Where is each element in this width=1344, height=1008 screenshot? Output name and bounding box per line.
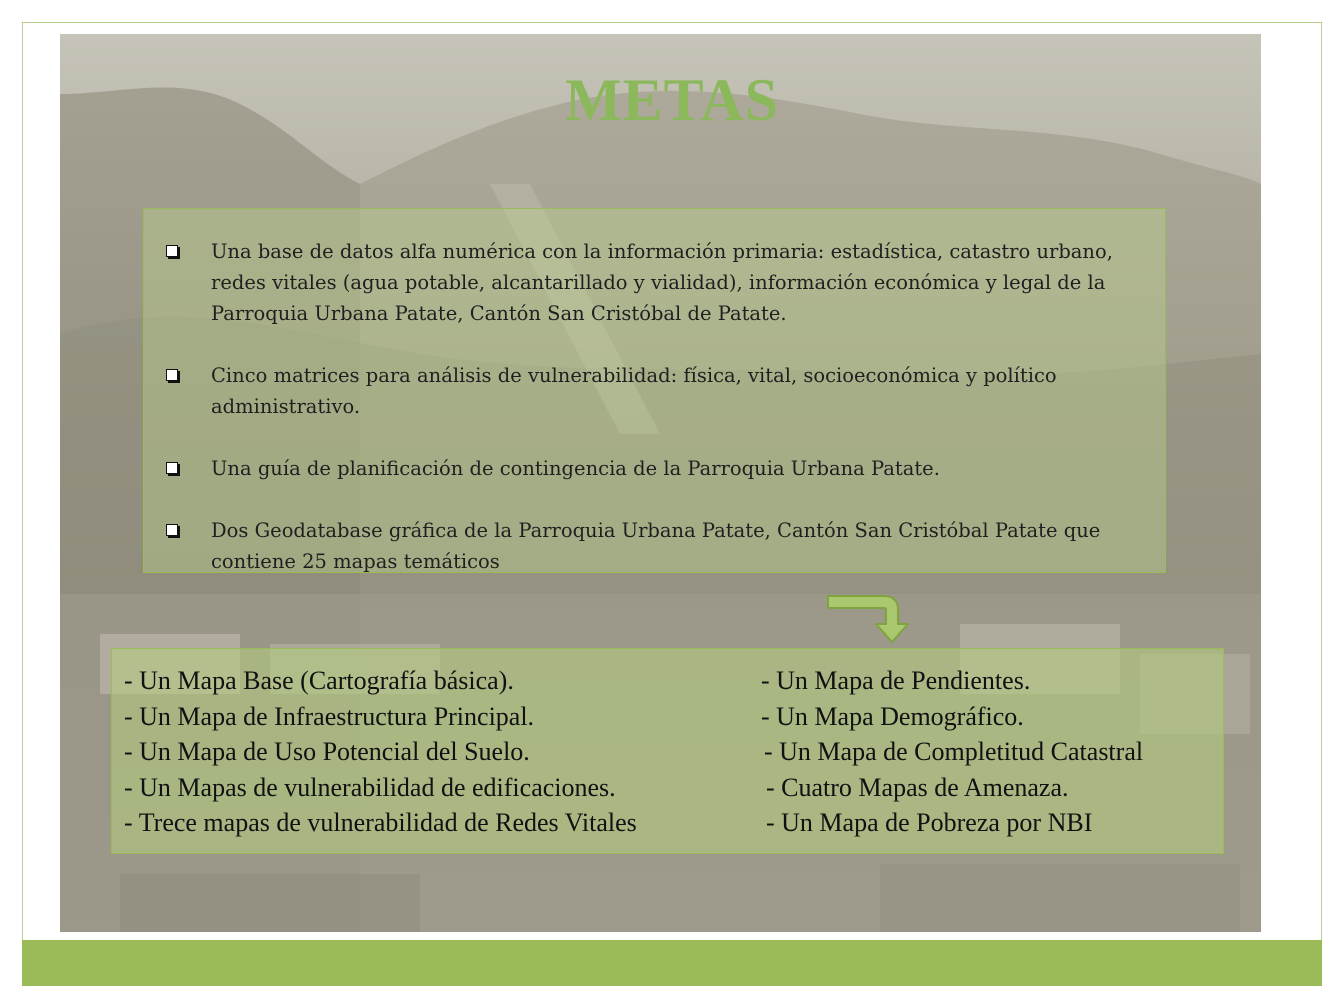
map-item-left: - Un Mapa de Uso Potencial del Suelo. (124, 737, 530, 766)
map-item-right: - Un Mapa de Completitud Catastral (764, 737, 1144, 766)
list-item (160, 453, 1120, 484)
map-row (124, 663, 1224, 699)
map-item-left: - Un Mapas de vulnerabilidad de edificaciones. (124, 772, 616, 802)
list-item (160, 236, 1120, 329)
map-item-left: - Un Mapa Base (Cartografía básica). (124, 666, 514, 695)
checkbox-bullet-icon (166, 462, 178, 474)
list-item-text: Una base de datos alfa numérica con la información primaria: estadística, catastro urbano, redes vitales (agua potable, alcantarillado y vialidad), información económica y legal de la Parroquia Urbana Patate, Cantón San Cristóbal de Patate. (211, 240, 1113, 325)
map-item-right: - Cuatro Mapas de Amenaza. (766, 772, 1069, 802)
list-item (160, 360, 1120, 422)
goals-list (160, 236, 1120, 577)
map-row (124, 770, 1224, 806)
list-item-text: Cinco matrices para análisis de vulnerabilidad: física, vital, socioeconómica y político administrativo. (211, 364, 1057, 418)
page-title: METAS (565, 67, 779, 133)
bent-arrow-icon (826, 588, 912, 644)
maps-list (124, 663, 1224, 841)
list-item (160, 515, 1120, 577)
footer-bar (22, 940, 1322, 986)
checkbox-bullet-icon (166, 369, 178, 381)
map-item-right: - Un Mapa Demográfico. (761, 701, 1024, 731)
map-item-left: - Un Mapa de Infraestructura Principal. (124, 701, 535, 731)
list-item-text: Dos Geodatabase gráfica de la Parroquia Urbana Patate, Cantón San Cristóbal Patate que contiene 25 mapas temáticos (211, 519, 1101, 573)
map-row (124, 805, 1224, 841)
map-item-right: - Un Mapa de Pendientes. (761, 666, 1031, 695)
map-row (124, 699, 1224, 735)
map-item-left: - Trece mapas de vulnerabilidad de Redes Vitales (124, 808, 637, 837)
map-item-right: - Un Mapa de Pobreza por NBI (766, 808, 1093, 837)
checkbox-bullet-icon (166, 524, 178, 536)
list-item-text: Una guía de planificación de contingencia de la Parroquia Urbana Patate. (211, 457, 940, 480)
map-row (124, 734, 1224, 770)
checkbox-bullet-icon (166, 245, 178, 257)
